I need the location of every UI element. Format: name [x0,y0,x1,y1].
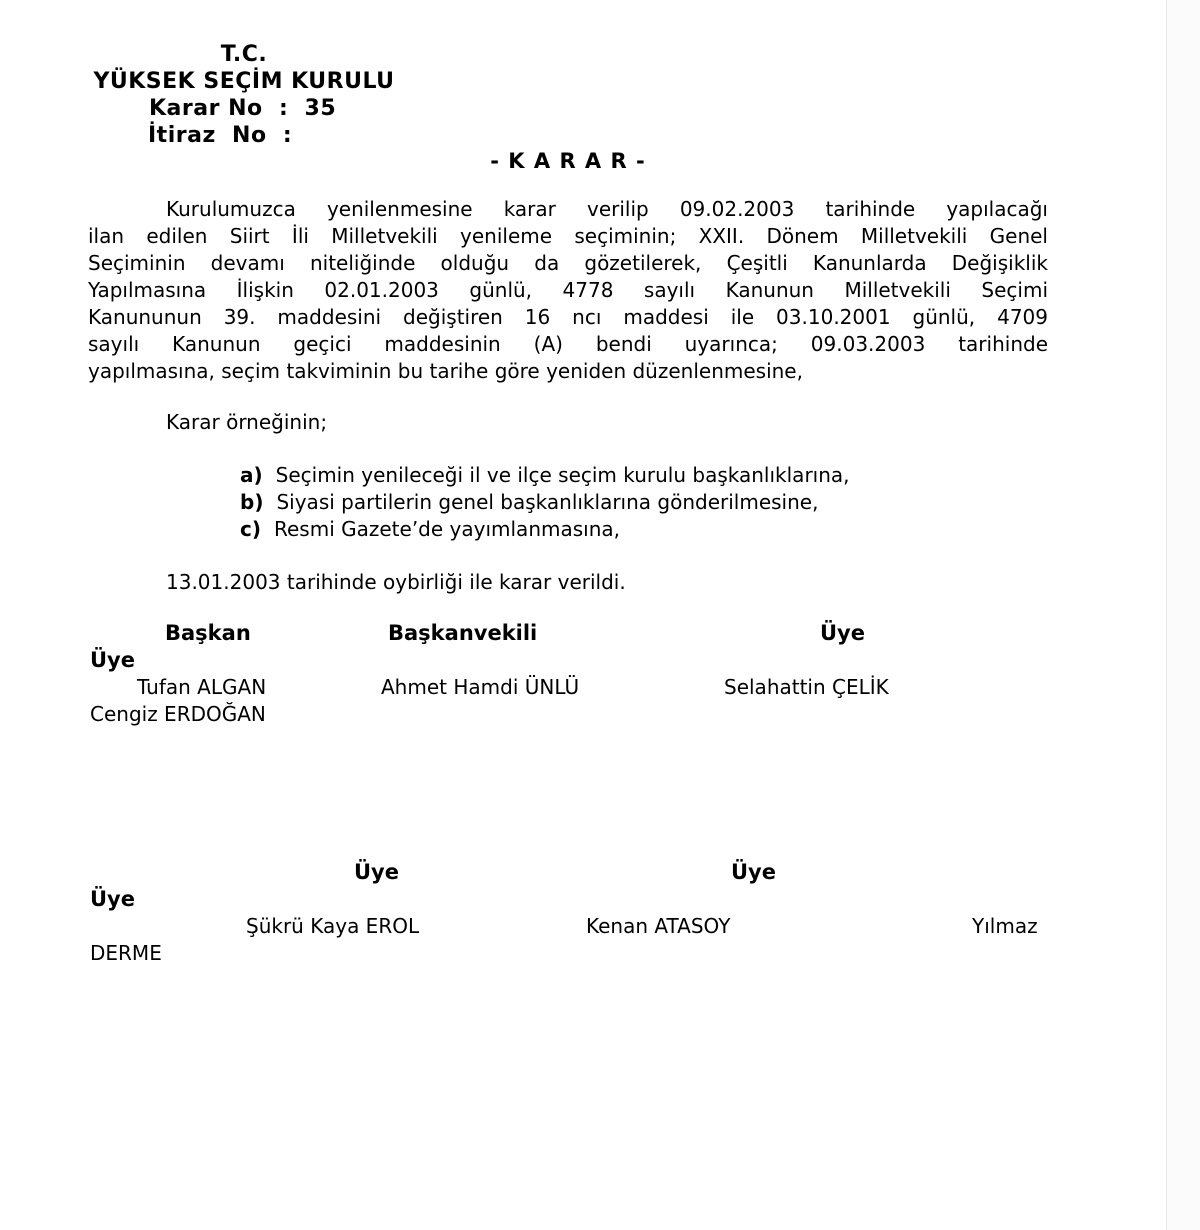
sig2-title-uye-wrapped: Üye [90,887,135,911]
sig1-title-baskanvekili: Başkanvekili [388,621,538,645]
sig1-name-selahattin-celik: Selahattin ÇELİK [724,675,889,699]
list-item-b [240,489,850,516]
institution-name: YÜKSEK SEÇİM KURULU [93,69,395,94]
objection-no-line: İtiraz No : [148,123,293,148]
sig2-name-sukru-kaya-erol: Şükrü Kaya EROL [246,914,420,938]
intro-line: Karar örneğinin; [166,410,328,434]
list-text-a: Seçimin yenileceği il ve ilçe seçim kurulu başkanlıklarına, [275,463,850,487]
list-text-b: Siyasi partilerin genel başkanlıklarına gönderilmesine, [276,490,819,514]
republic-abbrev: T.C. [220,42,268,67]
decision-title: - K A R A R - [490,149,646,173]
body-line: Kurulumuzca yenilenmesine karar verilip 09.02.2003 tarihinde yapılacağı [166,197,1048,221]
list-text-c: Resmi Gazete’de yayımlanmasına, [274,517,620,541]
sig2-title-uye-2: Üye [731,860,776,884]
distribution-list [240,462,850,543]
body-line: sayılı Kanunun geçici maddesinin (A) bendi uyarınca; 09.03.2003 tarihinde [88,332,1048,356]
sig1-title-uye-wrapped: Üye [90,648,135,672]
body-line: Kanununun 39. maddesini değiştiren 16 ncı maddesi ile 03.10.2001 günlü, 4709 [88,305,1048,329]
list-marker-c: c) [240,517,261,541]
body-line: Yapılmasına İlişkin 02.01.2003 günlü, 4778 sayılı Kanunun Milletvekili Seçimi [88,278,1048,302]
body-line: yapılmasına, seçim takviminin bu tarihe göre yeniden düzenlenmesine, [88,359,803,383]
sig2-name-derme-wrapped: DERME [90,941,162,965]
sig2-title-uye-1: Üye [354,860,399,884]
sig1-name-tufan-algan: Tufan ALGAN [137,675,267,699]
sig2-name-yilmaz: Yılmaz [972,914,1038,938]
sig1-name-cengiz-erdogan: Cengiz ERDOĞAN [90,702,266,726]
sig1-title-uye: Üye [820,621,865,645]
sig1-title-baskan: Başkan [165,621,251,645]
body-paragraph [88,196,1048,385]
list-item-a [240,462,850,489]
body-line: Seçiminin devamı niteliğinde olduğu da gözetilerek, Çeşitli Kanunlarda Değişiklik [88,251,1048,275]
list-marker-a: a) [240,463,263,487]
page-margin-strip [1167,0,1200,1230]
page-edge-line [1166,0,1167,1230]
date-line: 13.01.2003 tarihinde oybirliği ile karar verildi. [166,570,626,594]
sig1-name-ahmet-hamdi-unlu: Ahmet Hamdi ÜNLÜ [381,675,580,699]
body-line: ilan edilen Siirt İli Milletvekili yenileme seçiminin; XXII. Dönem Milletvekili Genel [88,224,1048,248]
list-marker-b: b) [240,490,264,514]
decision-no-line: Karar No : 35 [149,96,337,121]
list-item-c [240,516,850,543]
sig2-name-kenan-atasoy: Kenan ATASOY [586,914,731,938]
